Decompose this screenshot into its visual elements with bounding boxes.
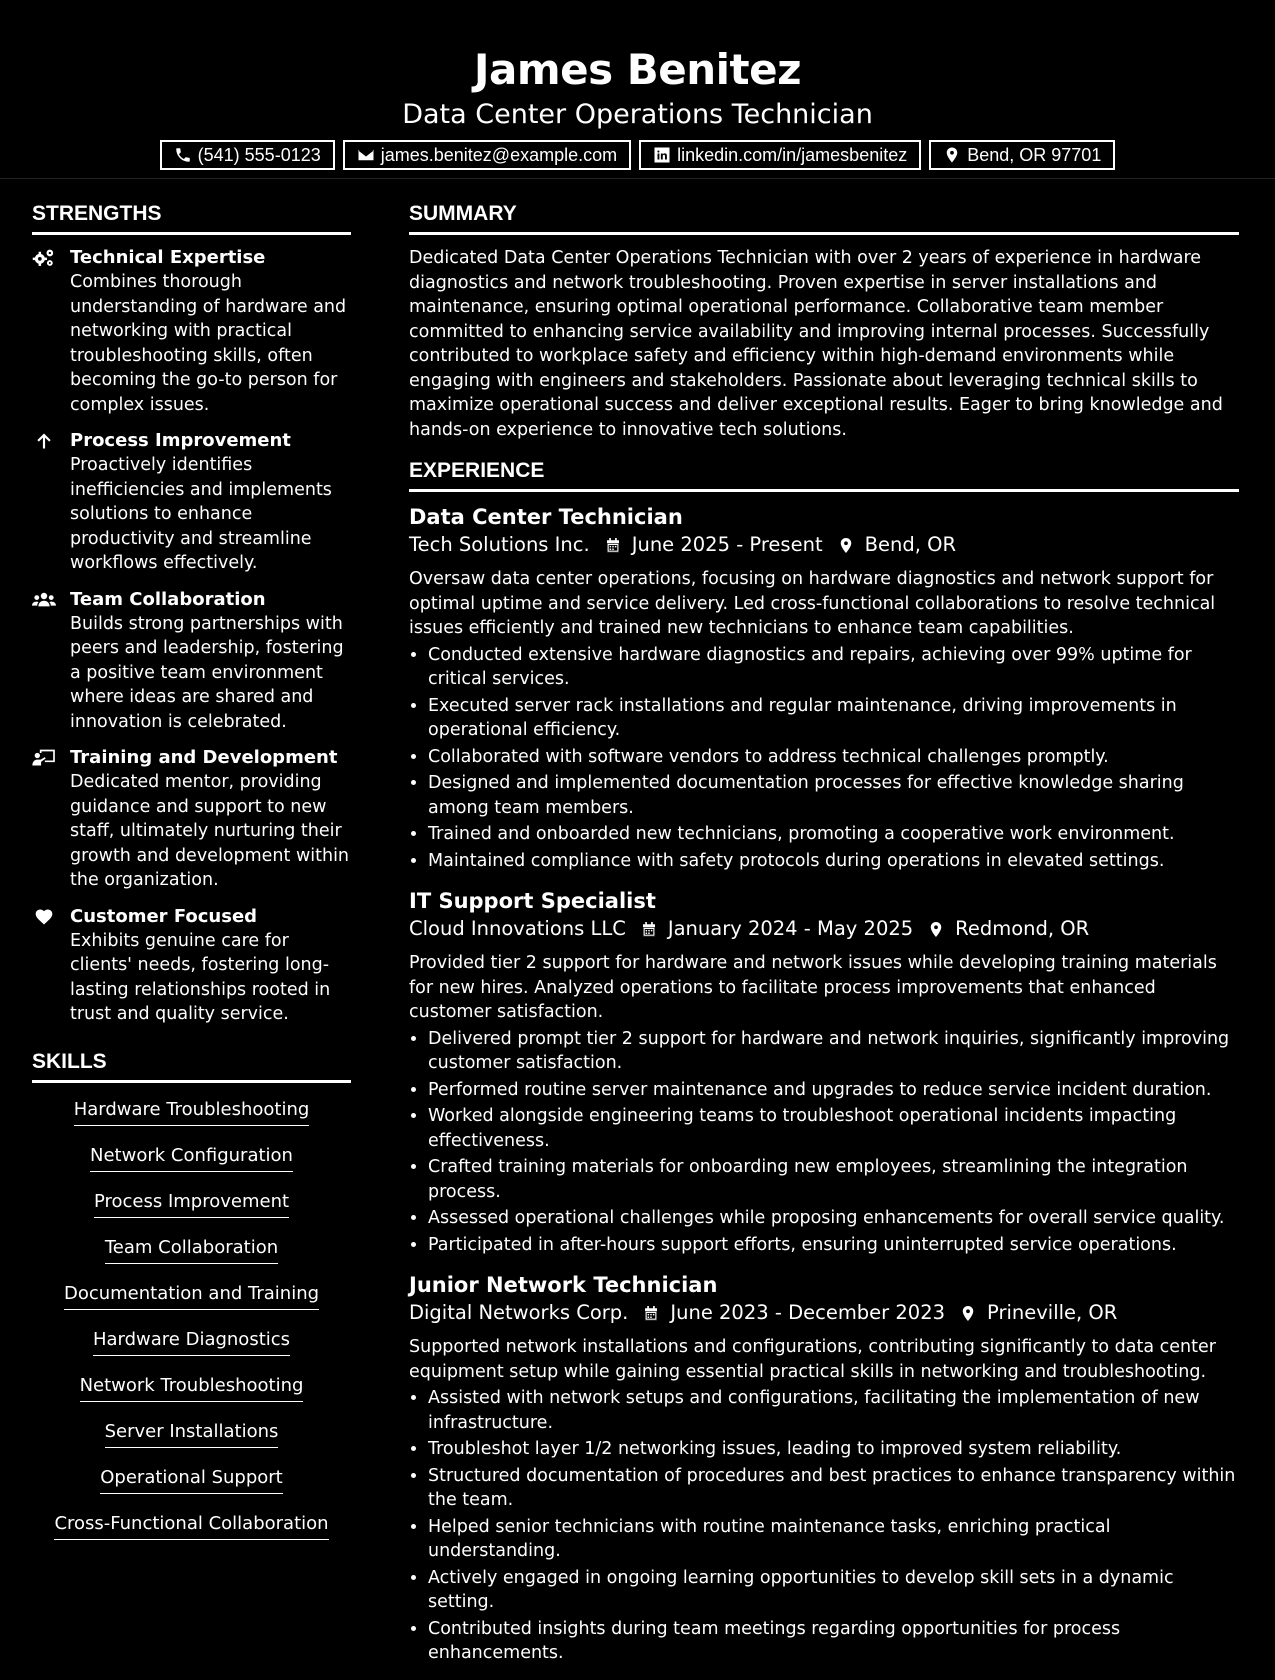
- skill-item: Operational Support: [100, 1466, 283, 1494]
- job-bullet: • Assessed operational challenges while proposing enhancements for overall service quality.: [428, 1206, 1239, 1231]
- contact-email-text: james.benitez@example.com: [380, 144, 618, 165]
- strength-desc: Proactively identifies inefficiencies and implements solutions to enhance productivity and streamline workflows effectively.: [70, 455, 332, 573]
- job-entry: [409, 503, 1239, 873]
- strength-title: Training and Development: [70, 747, 338, 768]
- job-bullet: • Contributed insights during team meetings regarding opportunities for process enhancements.: [428, 1617, 1239, 1666]
- left-column: [32, 201, 351, 1680]
- job-bullets: [409, 643, 1239, 874]
- job-bullet: • Participated in after-hours support efforts, ensuring uninterrupted service operations.: [428, 1233, 1239, 1258]
- job-bullets: [409, 1027, 1239, 1258]
- job-meta: [409, 1299, 1239, 1327]
- strength-title: Team Collaboration: [70, 588, 266, 610]
- job-bullet: • Helped senior technicians with routine maintenance tasks, enriching practical understanding.: [428, 1515, 1239, 1564]
- skill-item: Hardware Diagnostics: [93, 1328, 290, 1356]
- strength-desc: Combines thorough understanding of hardware and networking with practical troubleshooting skills, often becoming the go-to person for complex issues.: [70, 272, 347, 415]
- job-company: Cloud Innovations LLC: [409, 917, 626, 940]
- job-meta: [409, 531, 1239, 559]
- job-dates: January 2024 - May 2025: [667, 917, 914, 940]
- job-company: Digital Networks Corp.: [409, 1301, 629, 1324]
- skill-item: Process Improvement: [94, 1190, 289, 1218]
- job-bullet: • Actively engaged in ongoing learning opportunities to develop skill sets in a dynamic setting.: [428, 1566, 1239, 1615]
- candidate-title: Data Center Operations Technician: [402, 99, 873, 130]
- resume-body: [0, 179, 1275, 1680]
- gears-icon: [32, 248, 56, 268]
- experience-heading: EXPERIENCE: [409, 458, 1239, 492]
- skill-item: Cross-Functional Collaboration: [54, 1512, 328, 1540]
- candidate-name: James Benitez: [473, 45, 802, 94]
- job-meta: [409, 915, 1239, 943]
- strength-title: Process Improvement: [70, 430, 291, 451]
- job-bullet: • Collaborated with software vendors to address technical challenges promptly.: [428, 745, 1239, 770]
- job-title: IT Support Specialist: [409, 889, 656, 913]
- calendar-icon: [604, 536, 622, 555]
- summary-heading: SUMMARY: [409, 201, 1239, 235]
- skill-item: Server Installations: [105, 1420, 279, 1448]
- job-bullet: • Designed and implemented documentation processes for effective knowledge sharing among team members.: [428, 771, 1239, 820]
- skill-item: Network Troubleshooting: [80, 1374, 304, 1402]
- job-dates: June 2025 - Present: [631, 533, 823, 556]
- skill-item: Team Collaboration: [105, 1236, 278, 1264]
- map-pin-icon: [927, 920, 945, 939]
- resume-header: [0, 0, 1275, 179]
- envelope-icon: [357, 146, 375, 164]
- job-location: Redmond, OR: [955, 917, 1090, 940]
- experience-list: [409, 503, 1239, 1666]
- job-company: Tech Solutions Inc.: [409, 533, 590, 556]
- users-icon: [32, 590, 56, 610]
- strength-item: [32, 588, 351, 735]
- calendar-icon: [640, 920, 658, 939]
- strength-desc: Builds strong partnerships with peers and leadership, fostering a positive team environment where ideas are shared and innovation is celebrated.: [70, 613, 344, 732]
- summary-text: Dedicated Data Center Operations Technician with over 2 years of experience in hardware diagnostics and network troubleshooting. Proven expertise in server installations and maintenance, ensuring optimal operational performance. Collaborative team member committed to enhancing service availability and improving internal processes. Successfully contributed to workplace safety and efficiency within high-demand environments while engaging with engineers and stakeholders. Passionate about leveraging technical skills to maximize operational success and deliver exceptional results. Eager to bring knowledge and hands-on experience to innovative tech solutions.: [409, 248, 1223, 440]
- job-bullet: • Performed routine server maintenance and upgrades to reduce service incident duration.: [428, 1078, 1239, 1103]
- job-bullet: • Crafted training materials for onboarding new employees, streamlining the integration process.: [428, 1155, 1239, 1204]
- job-title: Junior Network Technician: [409, 1273, 718, 1297]
- job-dates: June 2023 - December 2023: [670, 1301, 946, 1324]
- contact-phone-text: (541) 555-0123: [197, 144, 321, 165]
- job-location: Bend, OR: [864, 533, 956, 556]
- job-description: Oversaw data center operations, focusing on hardware diagnostics and network support for optimal uptime and service delivery. Led cross-functional collaborations to resolve technical issues efficiently and trained new technicians to enhance team capabilities.: [409, 569, 1216, 638]
- contact-linkedin-text: linkedin.com/in/jamesbenitez: [677, 144, 908, 165]
- strength-title: Technical Expertise: [70, 247, 266, 268]
- map-pin-icon: [837, 536, 855, 555]
- linkedin-icon: [653, 146, 671, 164]
- contact-location-text: Bend, OR 97701: [967, 144, 1102, 165]
- strength-item: [32, 429, 351, 576]
- job-bullet: • Troubleshot layer 1/2 networking issues, leading to improved system reliability.: [428, 1437, 1239, 1462]
- strength-item: [32, 246, 351, 417]
- map-pin-icon: [943, 146, 961, 164]
- strength-desc: Exhibits genuine care for clients' needs, fostering long-lasting relationships rooted in trust and quality service.: [70, 930, 331, 1024]
- contact-linkedin[interactable]: [639, 140, 921, 170]
- strength-desc: Dedicated mentor, providing guidance and support to new staff, ultimately nurturing their growth and development within the organization.: [70, 772, 350, 890]
- strength-title: Customer Focused: [70, 905, 258, 927]
- job-bullet: • Structured documentation of procedures and best practices to enhance transparency within the team.: [428, 1464, 1239, 1513]
- strength-item: [32, 905, 351, 1027]
- right-column: [409, 201, 1239, 1680]
- job-location: Prineville, OR: [987, 1301, 1118, 1324]
- skill-item: Network Configuration: [90, 1144, 293, 1172]
- skill-item: Documentation and Training: [64, 1282, 319, 1310]
- contact-email[interactable]: [343, 140, 631, 170]
- job-bullet: • Executed server rack installations and regular maintenance, driving improvements in operational efficiency.: [428, 694, 1239, 743]
- job-title: Data Center Technician: [409, 505, 683, 529]
- job-bullet: • Worked alongside engineering teams to troubleshoot operational incidents impacting effectiveness.: [428, 1104, 1239, 1153]
- contact-bar: [0, 140, 1275, 170]
- job-description: Supported network installations and configurations, contributing significantly to data center equipment setup while gaining essential practical skills in networking and troubleshooting.: [409, 1337, 1216, 1382]
- job-bullet: • Trained and onboarded new technicians, promoting a cooperative work environment.: [428, 822, 1239, 847]
- skills-heading: SKILLS: [32, 1049, 351, 1083]
- arrow-up-icon: [32, 431, 56, 451]
- heart-icon: [32, 907, 56, 927]
- job-bullet: • Delivered prompt tier 2 support for hardware and network inquiries, significantly improving customer satisfaction.: [428, 1027, 1239, 1076]
- job-entry: [409, 887, 1239, 1257]
- contact-location[interactable]: [929, 140, 1115, 170]
- map-pin-icon: [959, 1304, 977, 1323]
- calendar-icon: [642, 1304, 660, 1323]
- job-description: Provided tier 2 support for hardware and network issues while developing training materials for new hires. Analyzed operations to facilitate process improvements that enhanced customer satisfaction.: [409, 953, 1217, 1022]
- strengths-heading: STRENGTHS: [32, 201, 351, 235]
- job-entry: [409, 1271, 1239, 1666]
- job-bullet: • Maintained compliance with safety protocols during operations in elevated settings.: [428, 849, 1239, 874]
- skills-list: [32, 1094, 351, 1558]
- skill-item: Hardware Troubleshooting: [74, 1098, 310, 1126]
- strength-item: [32, 746, 351, 893]
- job-bullets: [409, 1386, 1239, 1666]
- job-bullet: • Conducted extensive hardware diagnostics and repairs, achieving over 99% uptime for critical services.: [428, 643, 1239, 692]
- chalkboard-teacher-icon: [32, 748, 56, 768]
- job-bullet: • Assisted with network setups and configurations, facilitating the implementation of new infrastructure.: [428, 1386, 1239, 1435]
- phone-icon: [174, 146, 192, 164]
- contact-phone[interactable]: [160, 140, 335, 170]
